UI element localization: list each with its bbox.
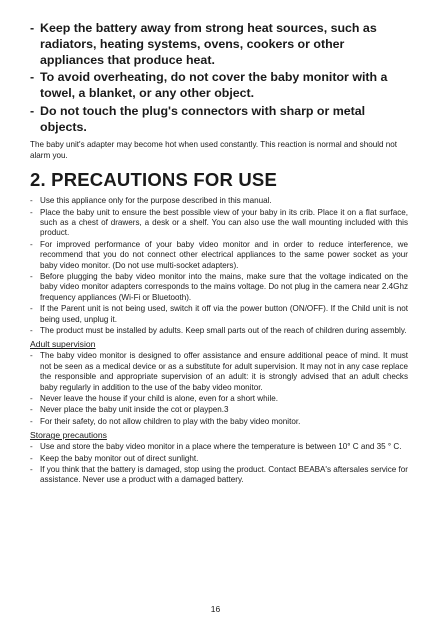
general-precautions-list xyxy=(30,196,408,336)
page-number: 16 xyxy=(210,604,221,614)
warning-item: - Keep the battery away from strong heat sources, such as radiators, heating systems, ovens, cookers or other appliances that produce heat. xyxy=(30,21,377,67)
warning-list xyxy=(30,20,408,135)
list-item: - Keep the baby monitor out of direct sunlight. xyxy=(30,453,199,463)
list-item: - Place the baby unit to ensure the best possible view of your baby in its crib. Place it on a flat surface, such as a chest of drawers, a desk or a shelf. You can also use the wall mounting included with this product. xyxy=(30,207,408,238)
list-item-text: Never leave the house if your child is alone, even for a short while. xyxy=(40,394,278,403)
adult-supervision-list xyxy=(30,351,408,427)
list-item-text: For their safety, do not allow children to play with the baby video monitor. xyxy=(40,416,301,426)
list-item-text: If you think that the battery is damaged, stop using the product. Contact BEABA's aftersales service for assistance. Never use a product with a damaged battery. xyxy=(40,465,408,485)
list-item-text: The product must be installed by adults. Keep small parts out of the reach of children during assembly. xyxy=(40,325,407,335)
adult-supervision-heading: Adult supervision xyxy=(30,339,96,350)
list-item: - The product must be installed by adults. Keep small parts out of the reach of children during assembly. xyxy=(30,325,407,335)
storage-precautions-list xyxy=(30,442,408,486)
list-item: - Use this appliance only for the purpose described in this manual. xyxy=(30,196,272,206)
list-item-text: Before plugging the baby video monitor into the mains, make sure that the voltage indicated on the baby video monitor adapters corresponds to the mains voltage. Do not plug in the camera near 2.4Ghz frequency appliances (Wi-Fi or Bluetooth). xyxy=(40,271,408,302)
list-item-text: The baby video monitor is designed to offer assistance and ensure additional peace of mind. It must not be seen as a medical device or as a substitute for adult supervision. It may not in any case replace the responsible and appropriate supervision of an adult: it is strongly advised that an adult checks baby regularly in addition to the use of the baby video monitor. xyxy=(40,351,408,392)
section-title: 2. PRECAUTIONS FOR USE xyxy=(30,169,277,191)
warning-text: Do not touch the plug's connectors with sharp or metal objects. xyxy=(40,104,366,134)
list-item: - Use and store the baby video monitor in a place where the temperature is between 10° C and 35 ° C. xyxy=(30,442,402,452)
warning-item: - Do not touch the plug's connectors with sharp or metal objects. xyxy=(30,104,366,134)
list-item-text: Never place the baby unit inside the cot or playpen.3 xyxy=(40,405,229,415)
warning-text: Keep the battery away from strong heat sources, such as radiators, heating systems, ovens, cookers or other appliances that produce heat. xyxy=(40,21,377,67)
list-item: - For their safety, do not allow children to play with the baby video monitor. xyxy=(30,416,301,426)
list-item: - If the Parent unit is not being used, switch it off via the power button (ON/OFF). If the Child unit is not being used, unplug it. xyxy=(30,304,408,324)
storage-precautions-heading: Storage precautions xyxy=(30,430,107,441)
list-item-text: If the Parent unit is not being used, switch it off via the power button (ON/OFF). If the Child unit is not being used, unplug it. xyxy=(40,304,408,324)
adapter-note: The baby unit's adapter may become hot when used constantly. This reaction is normal and should not alarm you. xyxy=(30,140,398,160)
list-item: - Never place the baby unit inside the cot or playpen.3 xyxy=(30,405,229,415)
list-item-text: For improved performance of your baby video monitor and in order to reduce interference, we recommend that you do not connect other electrical appliances to the same power socket as your baby video monitor. (Do not use multi-socket adapters). xyxy=(40,239,408,270)
list-item-text: Place the baby unit to ensure the best possible view of your baby in its crib. Place it on a flat surface, such as a chest of drawers, a desk or a shelf. You can also use the wall mounting included with this product. xyxy=(40,207,408,238)
list-item: - The baby video monitor is designed to offer assistance and ensure additional peace of mind. It must not be seen as a medical device or as a substitute for adult supervision. It may not in any case replace the responsible and appropriate supervision of an adult: it is strongly advised that an adult checks baby regularly in addition to the use of the baby video monitor. xyxy=(30,351,408,392)
warning-item: - To avoid overheating, do not cover the baby monitor with a towel, a blanket, or any other object. xyxy=(30,70,388,100)
list-item-text: Use and store the baby video monitor in a place where the temperature is between 10° C and 35 ° C. xyxy=(40,442,402,452)
manual-page xyxy=(30,20,408,487)
warning-text: To avoid overheating, do not cover the baby monitor with a towel, a blanket, or any other object. xyxy=(40,70,388,100)
list-item-text: Keep the baby monitor out of direct sunlight. xyxy=(40,453,199,463)
list-item: - Before plugging the baby video monitor into the mains, make sure that the voltage indicated on the baby video monitor adapters corresponds to the mains voltage. Do not plug in the camera near 2.4Ghz frequency appliances (Wi-Fi or Bluetooth). xyxy=(30,271,408,302)
list-item: - For improved performance of your baby video monitor and in order to reduce interference, we recommend that you do not connect other electrical appliances to the same power socket as your baby video monitor. (Do not use multi-socket adapters). xyxy=(30,239,408,270)
list-item: - Never leave the house if your child is alone, even for a short while. xyxy=(30,394,278,403)
list-item: - If you think that the battery is damaged, stop using the product. Contact BEABA's aftersales service for assistance. Never use a product with a damaged battery. xyxy=(30,465,408,485)
list-item-text: Use this appliance only for the purpose described in this manual. xyxy=(40,196,272,206)
